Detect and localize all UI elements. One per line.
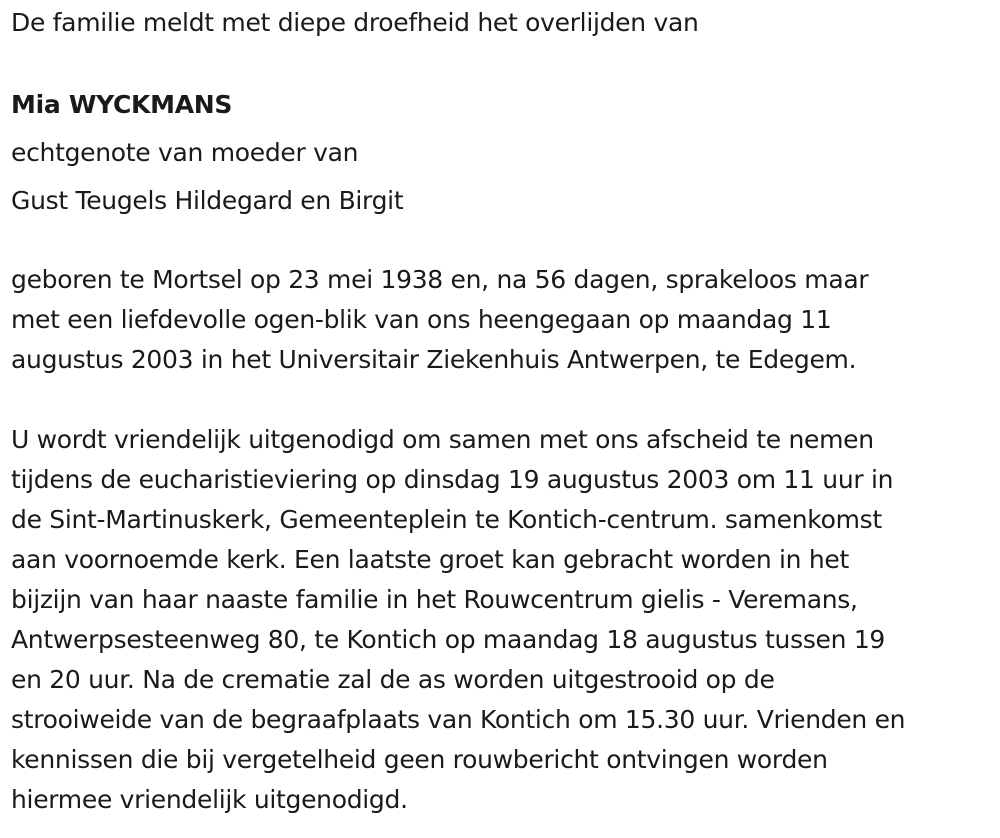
invitation-paragraph (11, 420, 905, 820)
invitation-line: aan voornoemde kerk. Een laatste groet kan gebracht worden in het (11, 545, 849, 574)
invitation-line: tijdens de eucharistieviering op dinsdag 19 augustus 2003 om 11 uur in (11, 465, 894, 494)
intro-text: De familie meldt met diepe droefheid het overlijden van (11, 8, 699, 37)
invitation-line: bijzijn van haar naaste familie in het Rouwcentrum gielis - Veremans, (11, 585, 858, 614)
invitation-line: strooiweide van de begraafplaats van Kontich om 15.30 uur. Vrienden en (11, 705, 906, 734)
invitation-line: de Sint-Martinuskerk, Gemeenteplein te Kontich-centrum. samenkomst (11, 505, 882, 534)
deceased-name: Mia WYCKMANS (11, 90, 233, 119)
invitation-line: kennissen die bij vergetelheid geen rouwbericht ontvingen worden (11, 745, 828, 774)
relation-line-1: echtgenote van moeder van (11, 138, 359, 167)
invitation-line: en 20 uur. Na de crematie zal de as worden uitgestrooid op de (11, 665, 775, 694)
invitation-line: Antwerpsesteenweg 80, te Kontich op maandag 18 augustus tussen 19 (11, 625, 886, 654)
invitation-line: hiermee vriendelijk uitgenodigd. (11, 785, 408, 814)
relation-line-2: Gust Teugels Hildegard en Birgit (11, 186, 404, 215)
birth-line: geboren te Mortsel op 23 mei 1938 en, na 56 dagen, sprakeloos maar (11, 265, 869, 294)
invitation-line: U wordt vriendelijk uitgenodigd om samen met ons afscheid te nemen (11, 425, 874, 454)
birth-line: met een liefdevolle ogen-blik van ons heengegaan op maandag 11 (11, 305, 832, 334)
birth-paragraph (11, 260, 868, 380)
birth-line: augustus 2003 in het Universitair Ziekenhuis Antwerpen, te Edegem. (11, 345, 857, 374)
